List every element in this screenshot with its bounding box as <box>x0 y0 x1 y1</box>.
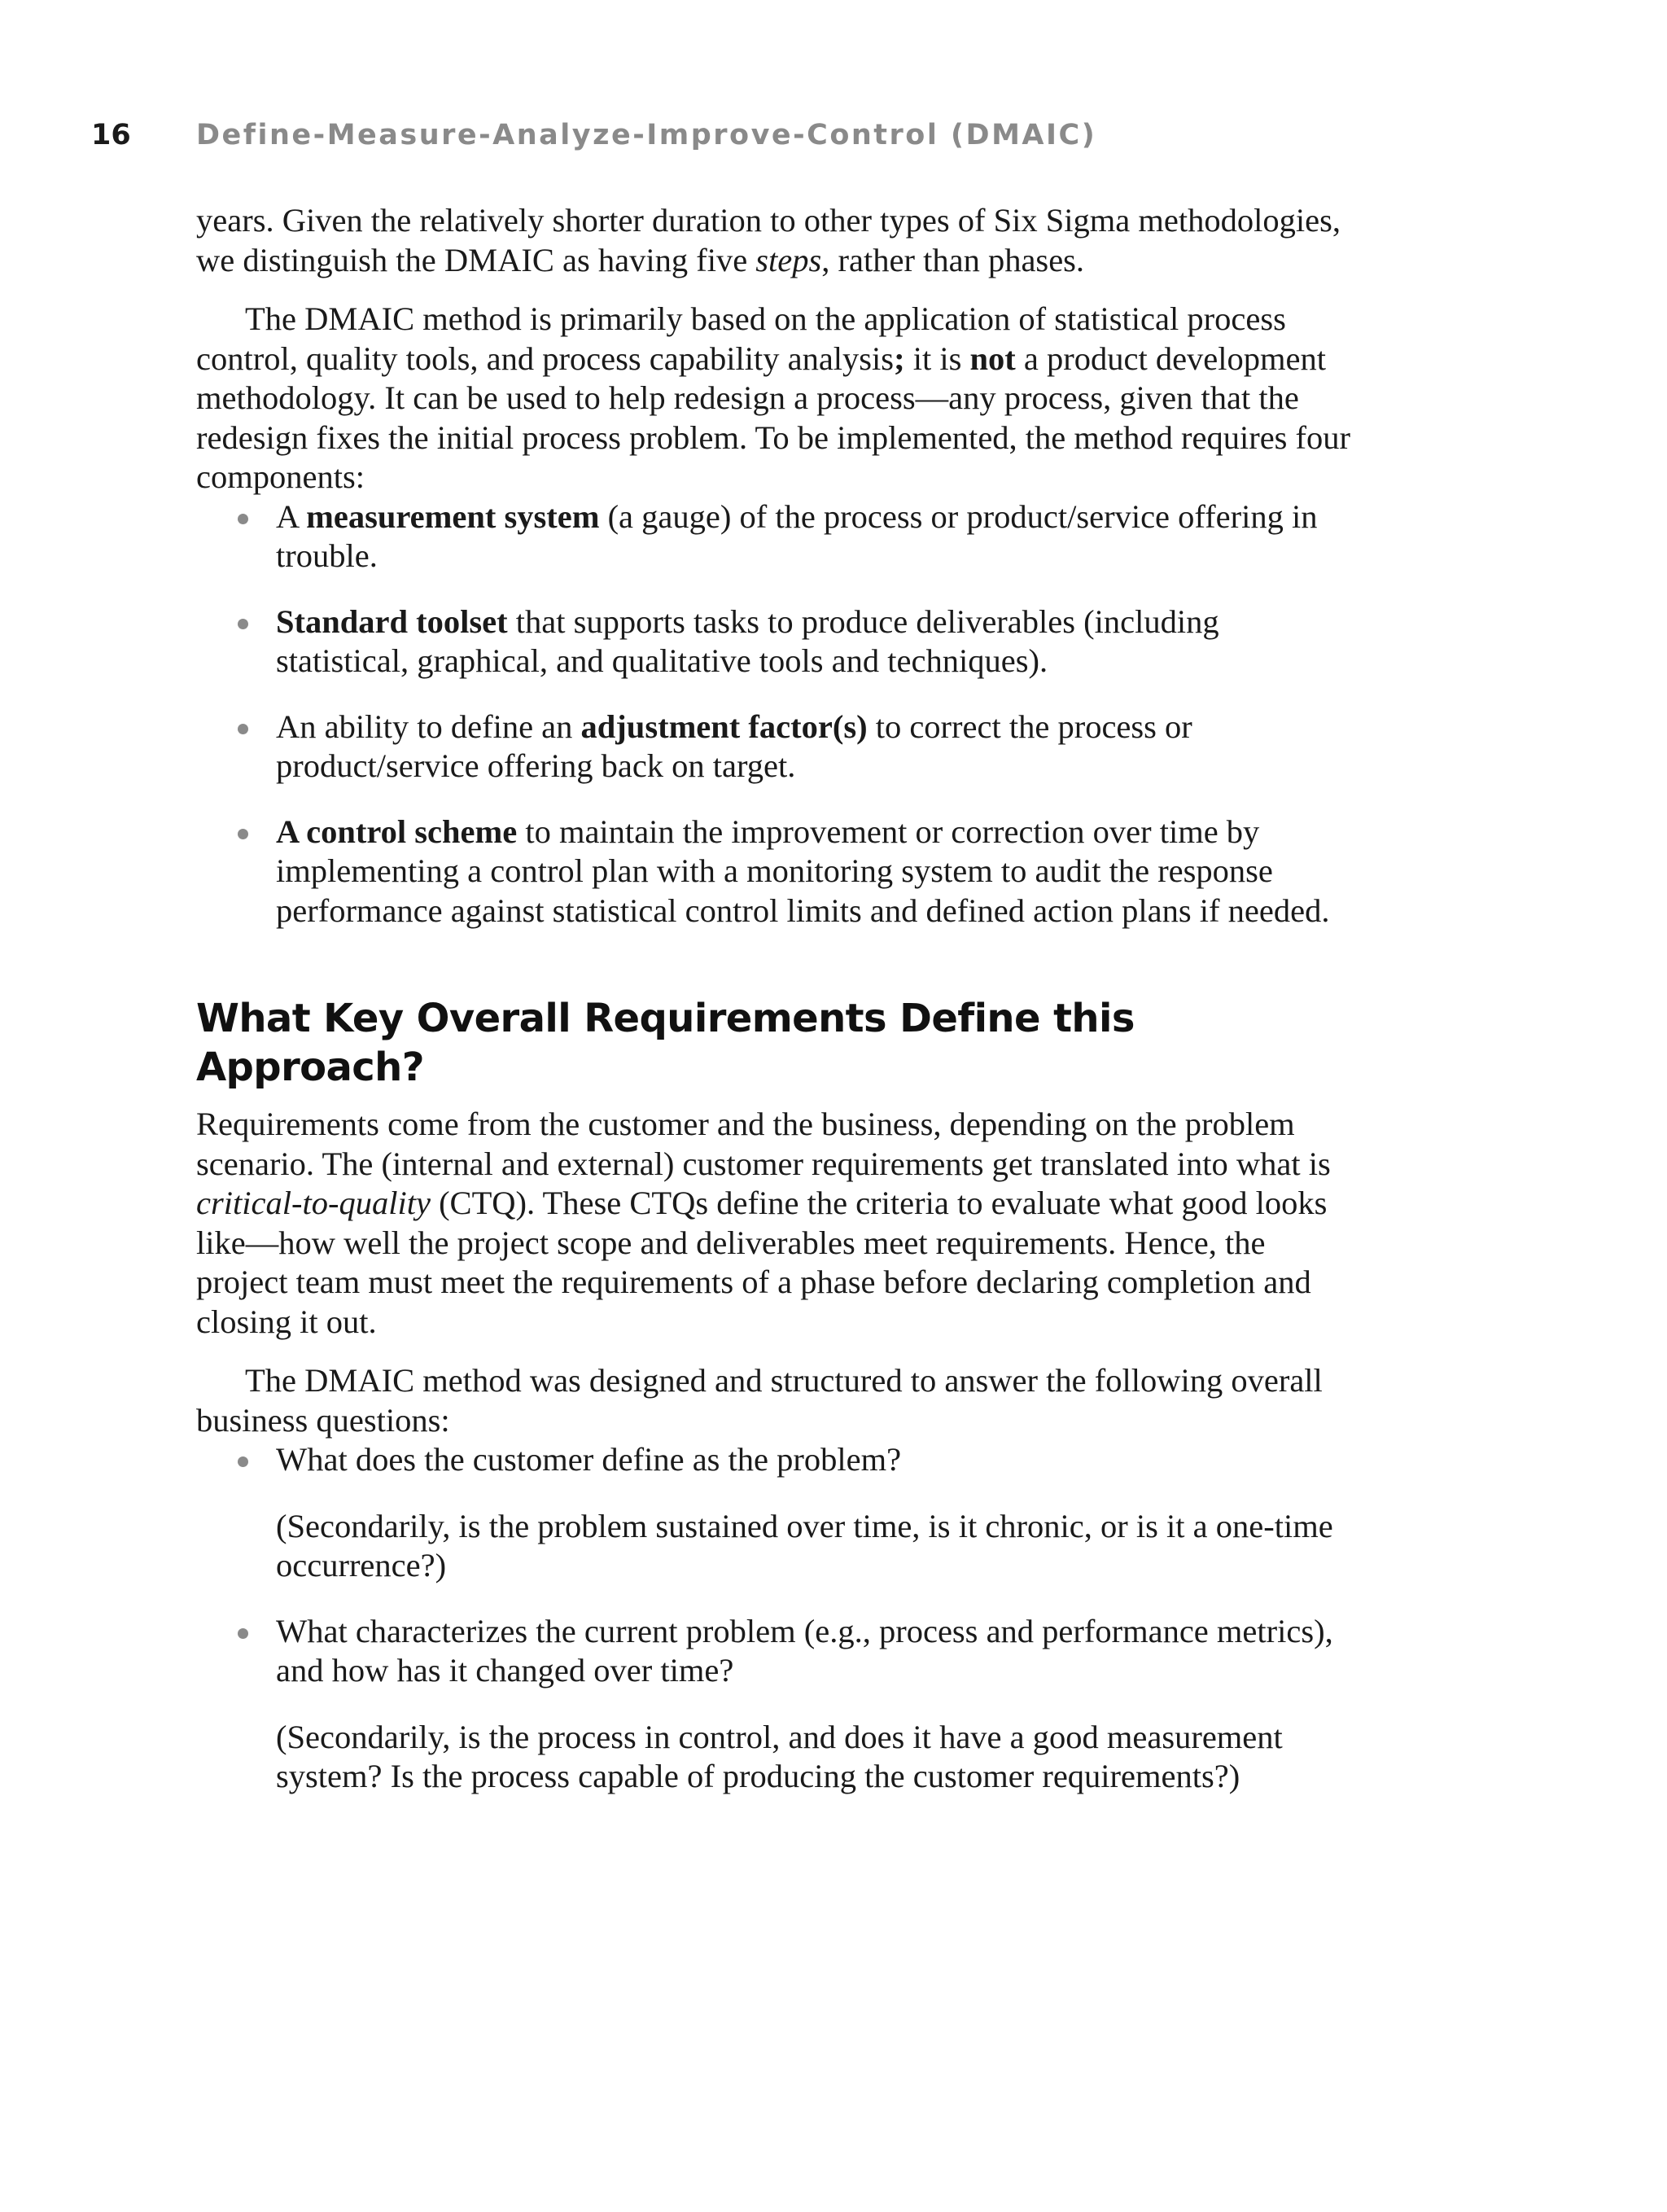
intro-paragraph-dmaic-method <box>196 300 1352 497</box>
list-item-adjustment-factor <box>196 707 1352 786</box>
text-run: The DMAIC method is primarily based on the application of statistical process control, quality tools, and process capability analysis <box>196 300 1286 377</box>
bullet-icon <box>238 829 248 839</box>
text-run: An ability to define an <box>276 707 581 745</box>
text-run: to correct the process or product/service offering back on target. <box>276 707 1192 784</box>
list-item-question-customer-problem <box>196 1440 1352 1586</box>
text-run: , rather than phases. <box>821 241 1085 278</box>
text-run: Requirements come from the customer and the business, depending on the problem scenario. The (internal and external) customer requirements get translated into what is <box>196 1106 1331 1182</box>
bold-term: A control scheme <box>276 813 518 850</box>
text-run: A <box>276 497 307 535</box>
bold-not: not <box>969 339 1016 377</box>
page-number: 16 <box>91 119 131 151</box>
text-run: to maintain the improvement or correction over time by implementing a control plan with a monitoring system to audit the response performance against statistical control limits and defined action plans if needed. <box>276 813 1330 929</box>
business-questions-intro: The DMAIC method was designed and structured to answer the following overall business questions: <box>196 1362 1323 1439</box>
bullet-icon <box>238 1456 248 1467</box>
list-item-control-scheme <box>196 813 1352 931</box>
bullet-icon <box>238 514 248 524</box>
text-run: it is <box>904 339 970 377</box>
bullet-icon <box>238 724 248 734</box>
bullet-icon <box>238 1628 248 1639</box>
list-item-standard-toolset <box>196 602 1352 681</box>
question-secondary-note: (Secondarily, is the problem sustained over time, is it chronic, or is it a one-time occurrence?) <box>276 1507 1333 1583</box>
emphasis-ctq: critical-to-quality <box>196 1185 431 1221</box>
requirements-paragraph <box>196 1105 1352 1342</box>
section-heading: What Key Overall Requirements Define this Approach? <box>196 996 1135 1090</box>
text-run: a product development methodology. It can be used to help redesign a process—any process, given that the redesign fixes the initial process problem. To be implemented, the method requires four components: <box>196 339 1351 495</box>
text-run: (CTQ). These CTQs define the criteria to evaluate what good looks like—how well the project scope and deliverables meet requirements. Hence, the project team must meet the requirements of a phase before declaring completion and closing it out. <box>196 1185 1328 1340</box>
emphasis-steps: steps <box>755 241 822 278</box>
questions-list <box>196 1440 1352 1797</box>
page-body <box>196 201 1352 1797</box>
bold-semicolon: ; <box>894 339 905 377</box>
intro-paragraph-continued <box>196 201 1352 280</box>
components-list <box>196 497 1352 931</box>
list-item-question-current-problem <box>196 1612 1352 1797</box>
bullet-icon <box>238 619 248 629</box>
running-head: Define-Measure-Analyze-Improve-Control (DMAIC) <box>196 119 1097 151</box>
bold-term: Standard toolset <box>276 602 508 640</box>
text-run: (a gauge) of the process or product/service offering in trouble. <box>276 497 1318 574</box>
text-run: that supports tasks to produce deliverables (including statistical, graphical, and qualitative tools and techniques). <box>276 602 1219 679</box>
question-secondary-note: (Secondarily, is the process in control, and does it have a good measurement system? Is the process capable of producing the customer requirements?) <box>276 1718 1283 1794</box>
list-item-measurement-system <box>196 497 1352 576</box>
bold-term: measurement system <box>306 497 600 535</box>
text-run: years. Given the relatively shorter duration to other types of Six Sigma methodologies, we distinguish the DMAIC as having five <box>196 202 1341 278</box>
bold-term: adjustment factor(s) <box>580 707 868 745</box>
question-text: What characterizes the current problem (e.g., process and performance metrics), and how has it changed over time? <box>276 1612 1333 1689</box>
question-text: What does the customer define as the problem? <box>276 1441 902 1478</box>
